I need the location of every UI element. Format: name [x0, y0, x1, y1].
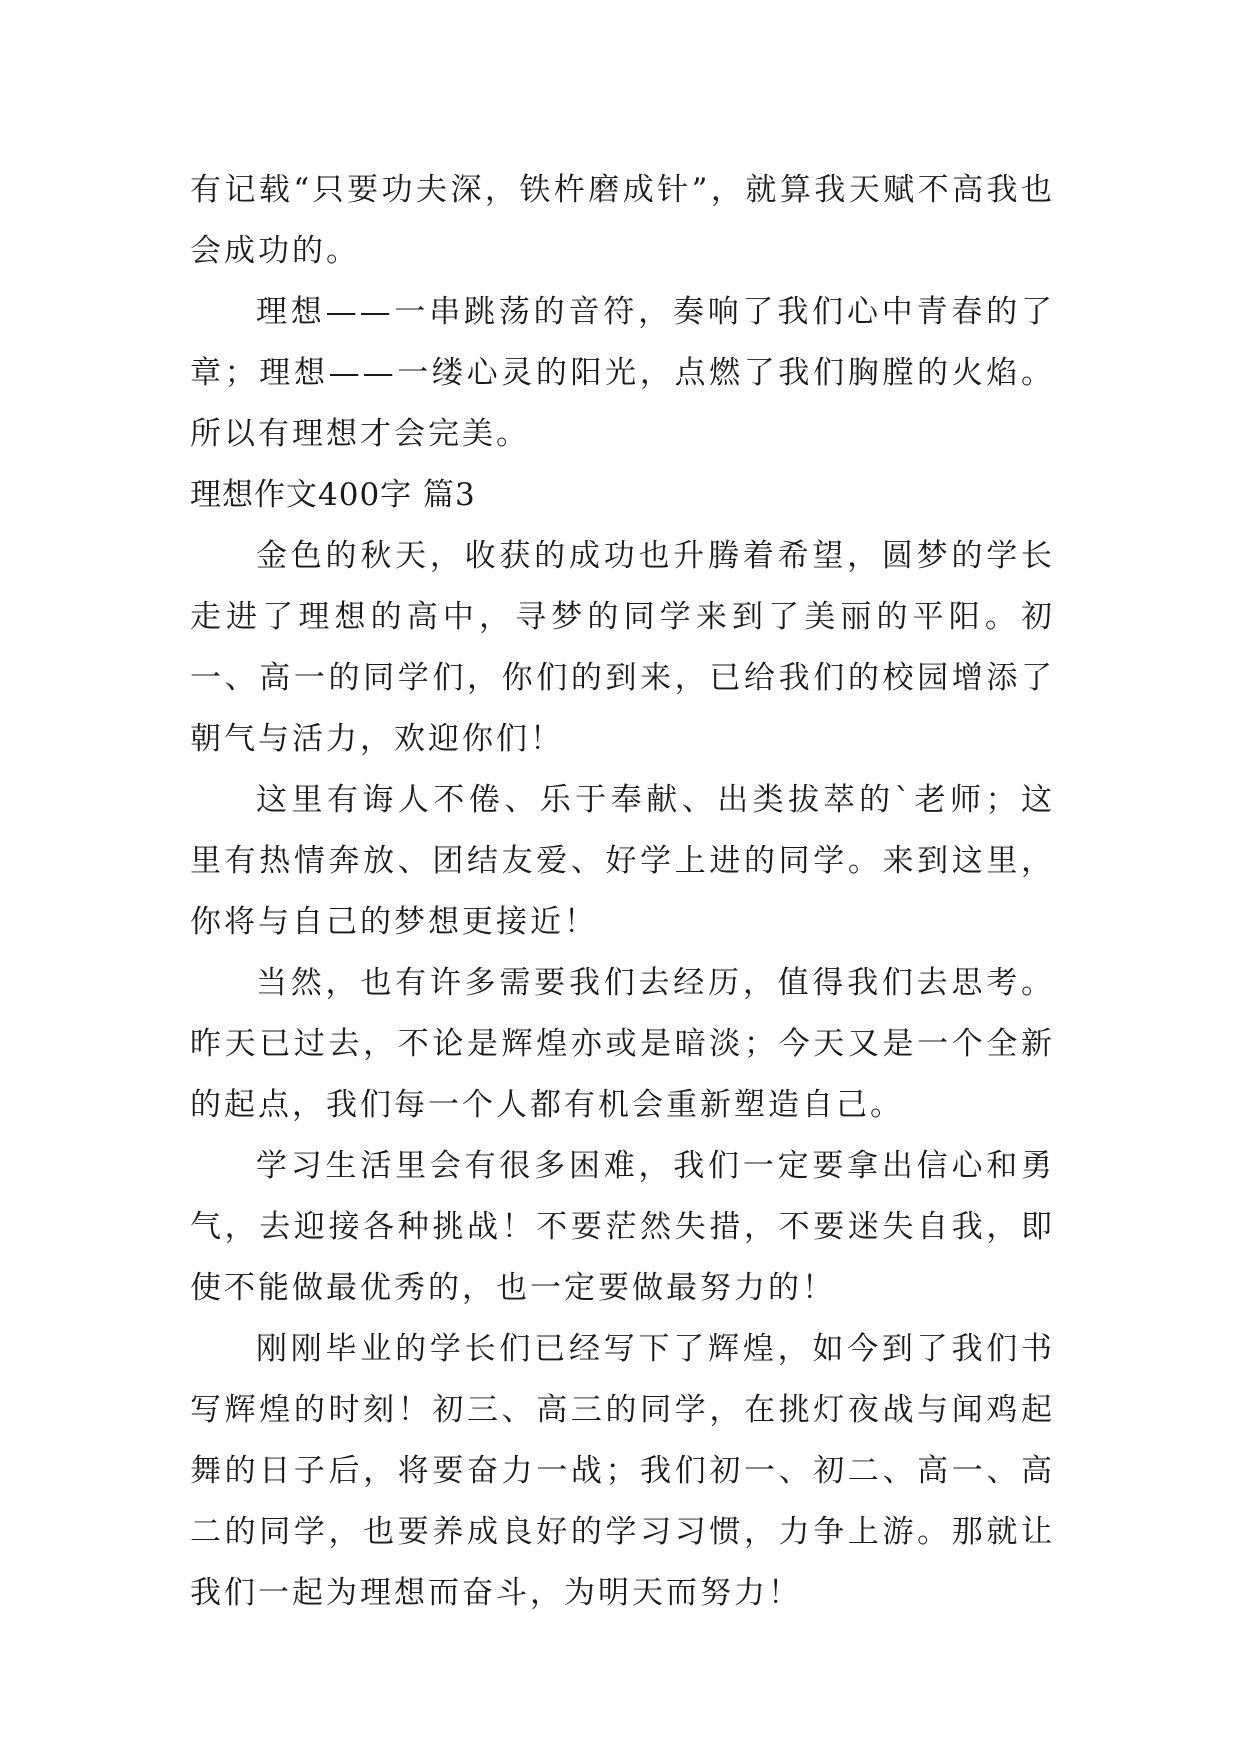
document-body — [190, 160, 1055, 1624]
paragraph-5: 当然，也有许多需要我们去经历，值得我们去思考。昨天已过去，不论是辉煌亦或是暗淡；今天又是一个全新的起点，我们每一个人都有机会重新塑造自己。 — [190, 965, 1055, 1123]
paragraph-4: 这里有诲人不倦、乐于奉献、出类拔萃的`老师；这里有热情奔放、团结友爱、好学上进的同学。来到这里，你将与自己的梦想更接近！ — [190, 782, 1055, 940]
paragraph-7: 刚刚毕业的学长们已经写下了辉煌，如今到了我们书写辉煌的时刻！初三、高三的同学，在挑灯夜战与闻鸡起舞的日子后，将要奋力一战；我们初一、初二、高一、高二的同学，也要养成良好的学习习惯，力争上游。那就让我们一起为理想而奋斗，为明天而努力！ — [190, 1331, 1055, 1611]
paragraph-2: 理想——一串跳荡的音符，奏响了我们心中青春的了章；理想——一缕心灵的阳光，点燃了我们胸膛的火焰。所以有理想才会完美。 — [190, 294, 1055, 452]
paragraph-3: 金色的秋天，收获的成功也升腾着希望，圆梦的学长走进了理想的高中，寻梦的同学来到了美丽的平阳。初一、高一的同学们，你们的到来，已给我们的校园增添了朝气与活力，欢迎你们！ — [190, 538, 1055, 757]
paragraph-6: 学习生活里会有很多困难，我们一定要拿出信心和勇气，去迎接各种挑战！不要茫然失措，不要迷失自我，即使不能做最优秀的，也一定要做最努力的！ — [190, 1148, 1055, 1306]
section-heading: 理想作文400字 篇3 — [190, 477, 476, 513]
paragraph-1: 有记载“只要功夫深，铁杵磨成针”，就算我天赋不高我也会成功的。 — [190, 172, 1055, 269]
